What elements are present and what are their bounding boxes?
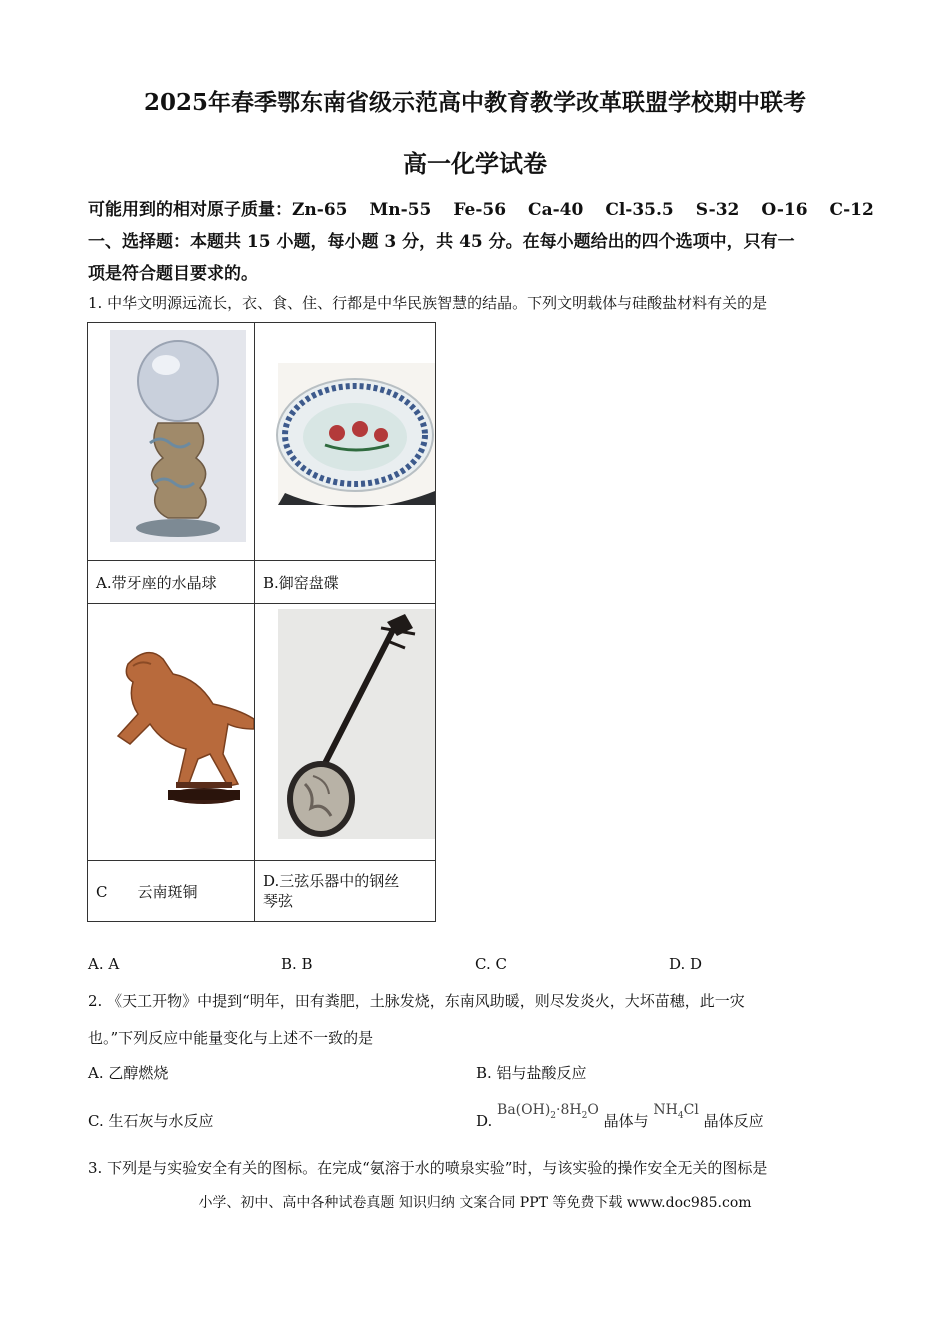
q2-option-b[interactable]: B. 铝与盐酸反应: [476, 1064, 587, 1082]
image-cell-a: [88, 323, 255, 561]
crystal-ball-image: [88, 323, 254, 556]
caption-d-text: D.三弦乐器中的钢丝琴弦: [263, 872, 400, 910]
formula-part: ·8H: [556, 1102, 582, 1118]
option-a[interactable]: A. A: [88, 955, 120, 973]
mass-item: C-12: [829, 200, 874, 220]
barium-hydroxide-formula: $Ba(OH)_2\cdot 8H_2O$: [497, 1102, 599, 1121]
image-cell-c: [88, 604, 255, 861]
mass-item: Mn-55: [369, 200, 432, 220]
section-heading-line1: 一、选择题：本题共 15 小题，每小题 3 分，共 45 分。在每小题给出的四个选项中，只有一: [88, 232, 795, 252]
mass-item: Cl-35.5: [605, 200, 674, 220]
caption-b: B.御窑盘碟: [255, 561, 436, 604]
q2-option-a[interactable]: A. 乙醇燃烧: [88, 1064, 169, 1082]
caption-d: [255, 861, 436, 922]
exam-title: 2025年春季鄂东南省级示范高中教育教学改革联盟学校期中联考: [143, 89, 806, 116]
formula-part: NH: [653, 1102, 678, 1118]
formula-part: Cl: [683, 1102, 699, 1118]
exam-subtitle: 高一化学试卷: [403, 149, 547, 178]
atomic-masses-line: [88, 195, 896, 220]
sanxian-instrument-image: [255, 604, 435, 856]
question-2-stem-line1: 2. 《天工开物》中提到“明年，田有粪肥，土脉发烧，东南风助暖，则尽发炎火，大坏苗穗，此一灾: [88, 992, 745, 1010]
section-heading-line2: 项是符合题目要求的。: [88, 264, 258, 284]
caption-c-text: 云南斑铜: [137, 882, 198, 901]
option-d[interactable]: D. D: [669, 955, 703, 973]
bronze-horse-image: [88, 604, 254, 856]
question-1-image-table: [87, 322, 436, 922]
caption-c: [88, 861, 255, 922]
question-3-stem: 3. 下列是与实验安全有关的图标。在完成“氨溶于水的喷泉实验”时，与该实验的操作安全无关的图标是: [88, 1159, 768, 1177]
formula-part: Ba(OH): [497, 1102, 551, 1118]
question-2-stem-line2: 也。”下列反应中能量变化与上述不一致的是: [88, 1029, 374, 1047]
caption-c-letter: C: [96, 882, 108, 901]
q2-option-d-mid: 晶体与: [603, 1112, 649, 1130]
q2-option-d-prefix: D.: [476, 1112, 493, 1130]
mass-item: O-16: [761, 200, 808, 220]
ammonium-chloride-formula: $NH_4Cl$: [653, 1102, 699, 1121]
question-1-stem: 1. 中华文明源远流长，衣、食、住、行都是中华民族智慧的结晶。下列文明载体与硅酸盐材料有关的是: [88, 294, 768, 312]
q2-option-c[interactable]: C. 生石灰与水反应: [88, 1112, 214, 1130]
caption-a: A.带牙座的水晶球: [88, 561, 255, 604]
imperial-plate-image: [255, 323, 435, 556]
q2-option-d-suffix: 晶体反应: [703, 1112, 764, 1130]
formula-part: O: [587, 1102, 599, 1118]
image-cell-d: [255, 604, 436, 861]
option-b[interactable]: B. B: [281, 955, 313, 973]
mass-item: Zn-65: [292, 200, 348, 220]
q2-option-d[interactable]: [476, 1098, 764, 1130]
mass-item: Ca-40: [528, 200, 584, 220]
option-c[interactable]: C. C: [475, 955, 507, 973]
image-cell-b: [255, 323, 436, 561]
atomic-masses-label: 可能用到的相对原子质量：: [88, 200, 292, 220]
mass-item: Fe-56: [453, 200, 507, 220]
mass-item: S-32: [695, 200, 740, 220]
page-footer: 小学、初中、高中各种试卷真题 知识归纳 文案合同 PPT 等免费下载 www.doc985.com: [198, 1195, 752, 1211]
